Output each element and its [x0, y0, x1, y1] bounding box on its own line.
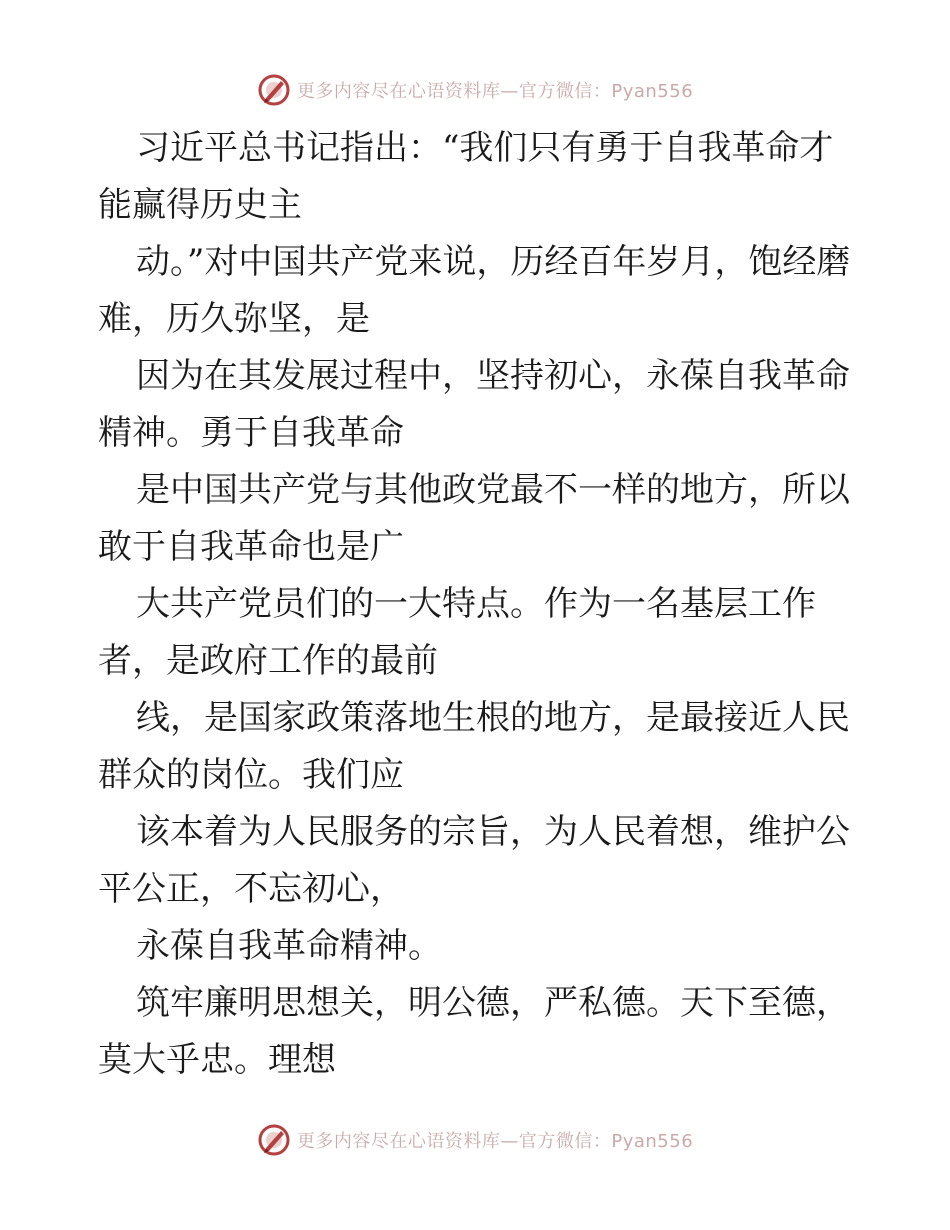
paragraph: 大共产党员们的一大特点。作为一名基层工作者，是政府工作的最前 [98, 584, 816, 681]
paragraph: 该本着为人民服务的宗旨，为人民着想，维护公平公正，不忘初心， [98, 812, 850, 909]
paragraph: 永葆自我革命精神。 [136, 926, 442, 966]
watermark-header [0, 70, 950, 110]
watermark-text: 更多内容尽在心语资料库—官方微信：Pyan556 [296, 1131, 694, 1152]
paragraph: 习近平总书记指出：“我们只有勇于自我革命才能赢得历史主 [98, 128, 834, 225]
pen-seal-icon [257, 73, 291, 107]
paragraph: 筑牢廉明思想关，明公德，严私德。天下至德，莫大乎忠。理想 [98, 983, 850, 1080]
paragraph: 线，是国家政策落地生根的地方，是最接近人民群众的岗位。我们应 [98, 698, 850, 795]
watermark-footer [0, 1120, 950, 1160]
paragraph: 因为在其发展过程中，坚持初心，永葆自我革命精神。勇于自我革命 [98, 356, 850, 453]
document-body [98, 120, 858, 1089]
pen-seal-icon [257, 1123, 291, 1157]
paragraph: 是中国共产党与其他政党最不一样的地方，所以敢于自我革命也是广 [98, 470, 850, 567]
watermark-text: 更多内容尽在心语资料库—官方微信：Pyan556 [296, 81, 694, 102]
paragraph: 动。”对中国共产党来说，历经百年岁月，饱经磨难，历久弥坚，是 [98, 242, 851, 339]
